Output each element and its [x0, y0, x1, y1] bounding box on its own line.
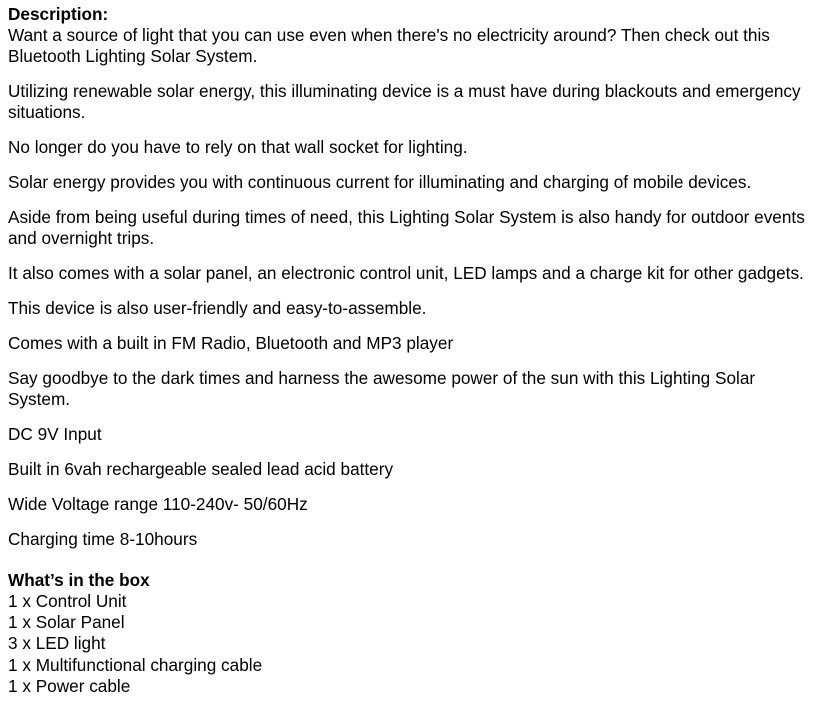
spec-voltage: Wide Voltage range 110-240v- 50/60Hz	[8, 494, 308, 514]
box-contents-list	[8, 591, 812, 697]
list-item: 1 x Control Unit	[8, 591, 127, 611]
description-paragraph: Want a source of light that you can use even when there's no electricity around? Then check out this Bluetooth Lighting Solar System.	[8, 25, 770, 66]
description-paragraph: Solar energy provides you with continuous current for illuminating and charging of mobile devices.	[8, 172, 752, 192]
description-paragraph: Aside from being useful during times of need, this Lighting Solar System is also handy for outdoor events and overnight trips.	[8, 207, 805, 248]
spec-battery: Built in 6vah rechargeable sealed lead acid battery	[8, 459, 394, 479]
whats-in-the-box-heading: What’s in the box	[8, 570, 150, 590]
list-item: 1 x Power cable	[8, 675, 131, 696]
description-paragraph: Say goodbye to the dark times and harness the awesome power of the sun with this Lighting Solar System.	[8, 368, 756, 409]
spec-charging-time: Charging time 8-10hours	[8, 529, 198, 549]
list-item: 1 x Multifunctional charging cable	[8, 654, 263, 675]
description-paragraph: Comes with a built in FM Radio, Bluetooth and MP3 player	[8, 333, 454, 353]
list-item: 1 x Solar Panel	[8, 612, 125, 633]
description-paragraph: This device is also user-friendly and easy-to-assemble.	[8, 298, 427, 318]
description-paragraph: No longer do you have to rely on that wall socket for lighting.	[8, 137, 468, 157]
spec-input: DC 9V Input	[8, 424, 102, 444]
description-paragraph: It also comes with a solar panel, an electronic control unit, LED lamps and a charge kit for other gadgets.	[8, 263, 804, 283]
product-description-document	[8, 4, 812, 697]
description-heading: Description:	[8, 4, 109, 24]
description-paragraph: Utilizing renewable solar energy, this illuminating device is a must have during blackouts and emergency situations.	[8, 81, 801, 122]
list-item: 3 x LED light	[8, 633, 106, 654]
